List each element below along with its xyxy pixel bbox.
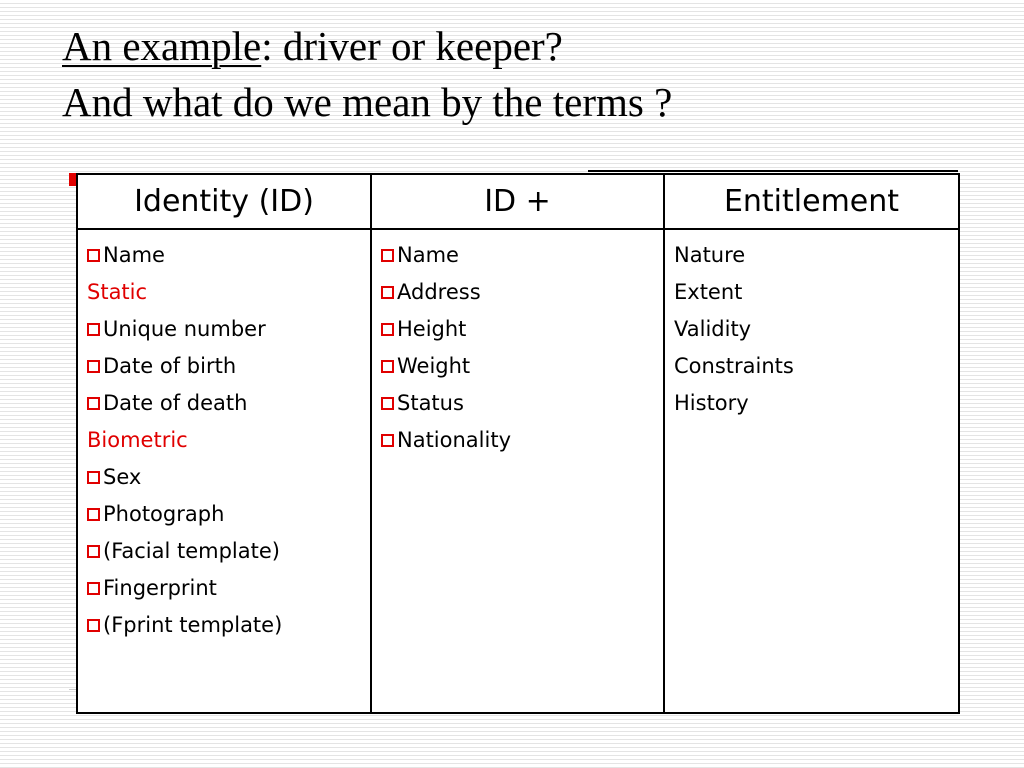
- list-item-label: Validity: [674, 317, 752, 341]
- list-sub-heading: [87, 274, 362, 311]
- list-item: [381, 274, 655, 311]
- hollow-square-icon: [381, 434, 394, 447]
- list-item-label: History: [674, 391, 749, 415]
- column-cell-identity: [77, 229, 371, 713]
- title-line-1: [62, 18, 672, 74]
- column-header-entitlement: Entitlement: [664, 174, 959, 229]
- list-item-label: (Facial template): [103, 539, 280, 563]
- hollow-square-icon: [381, 286, 394, 299]
- list-item-label: Extent: [674, 280, 743, 304]
- hollow-square-icon: [87, 249, 100, 262]
- hollow-square-icon: [381, 323, 394, 336]
- list-item-label: Date of death: [103, 391, 248, 415]
- list-sub-heading: [87, 422, 362, 459]
- hollow-square-icon: [87, 619, 100, 632]
- entitlement-list: [674, 237, 950, 422]
- list-item-label: Weight: [397, 354, 471, 378]
- comparison-table: [76, 173, 960, 714]
- list-item-label: (Fprint template): [103, 613, 283, 637]
- list-item: [381, 422, 655, 459]
- list-item: [87, 311, 362, 348]
- title-underlined-text: An example: [62, 23, 262, 69]
- list-item: [674, 385, 950, 422]
- list-item: [87, 348, 362, 385]
- hollow-square-icon: [87, 397, 100, 410]
- list-item-label: Unique number: [103, 317, 266, 341]
- hollow-square-icon: [381, 360, 394, 373]
- column-header-id-plus: ID +: [371, 174, 664, 229]
- list-item: [674, 311, 950, 348]
- list-item-label: Fingerprint: [103, 576, 217, 600]
- hollow-square-icon: [87, 323, 100, 336]
- table-body-row: [77, 229, 959, 713]
- hollow-square-icon: [87, 471, 100, 484]
- list-item: [87, 385, 362, 422]
- title-rest-text: : driver or keeper?: [261, 23, 563, 69]
- list-item: [381, 348, 655, 385]
- list-item-label: Nature: [674, 243, 746, 267]
- hollow-square-icon: [87, 545, 100, 558]
- hollow-square-icon: [87, 508, 100, 521]
- table-header-row: [77, 174, 959, 229]
- hollow-square-icon: [87, 360, 100, 373]
- top-rule-line: [588, 170, 958, 172]
- list-item-label: Sex: [103, 465, 142, 489]
- column-header-identity: Identity (ID): [77, 174, 371, 229]
- list-item-label: Date of birth: [103, 354, 237, 378]
- column-cell-id-plus: [371, 229, 664, 713]
- slide-title: [62, 18, 672, 130]
- list-item: [381, 385, 655, 422]
- id-plus-list: [381, 237, 655, 459]
- hollow-square-icon: [381, 249, 394, 262]
- list-item: [674, 237, 950, 274]
- list-item: [87, 496, 362, 533]
- identity-list: [87, 237, 362, 644]
- list-item-label: Biometric: [87, 428, 188, 452]
- list-item: [87, 459, 362, 496]
- list-item-label: Address: [397, 280, 481, 304]
- list-item-label: Static: [87, 280, 148, 304]
- list-item-label: Name: [103, 243, 165, 267]
- hollow-square-icon: [381, 397, 394, 410]
- list-item: [87, 237, 362, 274]
- list-item: [674, 348, 950, 385]
- list-item-label: Constraints: [674, 354, 794, 378]
- list-item-label: Height: [397, 317, 467, 341]
- hollow-square-icon: [87, 582, 100, 595]
- list-item: [87, 570, 362, 607]
- list-item: [87, 607, 362, 644]
- list-item: [87, 533, 362, 570]
- column-cell-entitlement: [664, 229, 959, 713]
- title-line-2: And what do we mean by the terms ?: [62, 79, 673, 125]
- list-item-label: Name: [397, 243, 459, 267]
- list-item-label: Photograph: [103, 502, 225, 526]
- list-item: [381, 237, 655, 274]
- list-item: [381, 311, 655, 348]
- list-item-label: Status: [397, 391, 464, 415]
- list-item: [674, 274, 950, 311]
- list-item-label: Nationality: [397, 428, 512, 452]
